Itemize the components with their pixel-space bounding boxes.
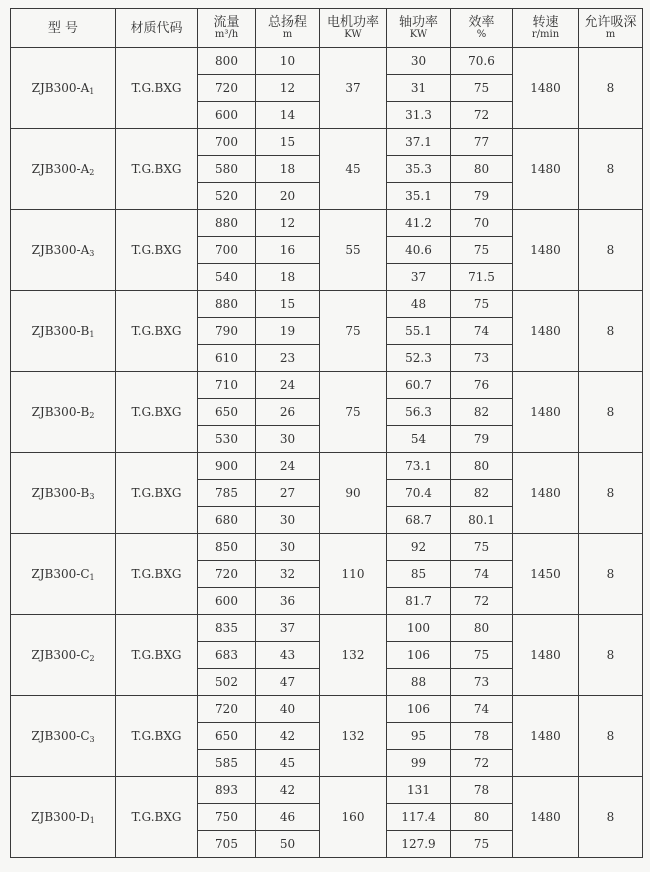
total-head-cell: 45: [256, 750, 320, 777]
pump-spec-sheet: [10, 8, 642, 858]
suction-depth-cell: 8: [579, 777, 643, 858]
model-name: ZJB300-D: [31, 809, 90, 824]
shaft-power-cell: 70.4: [387, 480, 451, 507]
motor-power-cell: 37: [320, 48, 387, 129]
model-cell: [11, 372, 116, 453]
speed-cell: 1480: [513, 48, 579, 129]
efficiency-cell: 72: [451, 750, 513, 777]
pump-spec-table: [10, 8, 643, 858]
shaft-power-cell: 52.3: [387, 345, 451, 372]
efficiency-cell: 72: [451, 588, 513, 615]
shaft-power-cell: 85: [387, 561, 451, 588]
flow-cell: 710: [198, 372, 256, 399]
efficiency-cell: 79: [451, 426, 513, 453]
flow-cell: 880: [198, 291, 256, 318]
total-head-cell: 43: [256, 642, 320, 669]
suction-depth-cell: 8: [579, 210, 643, 291]
suction-depth-cell: 8: [579, 615, 643, 696]
total-head-cell: 42: [256, 723, 320, 750]
model-cell: [11, 291, 116, 372]
model-cell: [11, 534, 116, 615]
model-name: ZJB300-C: [31, 566, 90, 581]
col-header-motor-power: [320, 9, 387, 48]
model-cell: [11, 615, 116, 696]
efficiency-cell: 75: [451, 534, 513, 561]
flow-cell: 880: [198, 210, 256, 237]
total-head-cell: 30: [256, 507, 320, 534]
efficiency-cell: 77: [451, 129, 513, 156]
header-label: 材质代码: [130, 20, 183, 36]
material-code-cell: T.G.BXG: [116, 291, 198, 372]
speed-cell: 1480: [513, 615, 579, 696]
col-header-model: [11, 9, 116, 48]
total-head-cell: 24: [256, 372, 320, 399]
efficiency-cell: 72: [451, 102, 513, 129]
model-subscript: 3: [89, 248, 95, 258]
material-code-cell: T.G.BXG: [116, 372, 198, 453]
speed-cell: 1480: [513, 129, 579, 210]
shaft-power-cell: 35.1: [387, 183, 451, 210]
material-code-cell: T.G.BXG: [116, 615, 198, 696]
motor-power-cell: 45: [320, 129, 387, 210]
motor-power-cell: 55: [320, 210, 387, 291]
flow-cell: 502: [198, 669, 256, 696]
suction-depth-cell: 8: [579, 48, 643, 129]
shaft-power-cell: 60.7: [387, 372, 451, 399]
speed-cell: 1450: [513, 534, 579, 615]
suction-depth-cell: 8: [579, 129, 643, 210]
efficiency-cell: 70.6: [451, 48, 513, 75]
model-subscript: 3: [89, 491, 95, 501]
header-label: 转速: [532, 15, 559, 30]
suction-depth-cell: 8: [579, 372, 643, 453]
total-head-cell: 27: [256, 480, 320, 507]
efficiency-cell: 75: [451, 642, 513, 669]
model-subscript: 3: [89, 734, 95, 744]
flow-cell: 705: [198, 831, 256, 858]
flow-cell: 600: [198, 588, 256, 615]
table-row: [11, 210, 643, 237]
efficiency-cell: 74: [451, 318, 513, 345]
shaft-power-cell: 99: [387, 750, 451, 777]
table-body: [11, 48, 643, 858]
header-unit: KW: [344, 29, 362, 40]
flow-cell: 800: [198, 48, 256, 75]
shaft-power-cell: 117.4: [387, 804, 451, 831]
flow-cell: 585: [198, 750, 256, 777]
shaft-power-cell: 30: [387, 48, 451, 75]
shaft-power-cell: 73.1: [387, 453, 451, 480]
table-row: [11, 615, 643, 642]
efficiency-cell: 75: [451, 291, 513, 318]
model-name: ZJB300-B: [31, 485, 90, 500]
flow-cell: 683: [198, 642, 256, 669]
shaft-power-cell: 37.1: [387, 129, 451, 156]
model-cell: [11, 696, 116, 777]
total-head-cell: 36: [256, 588, 320, 615]
suction-depth-cell: 8: [579, 453, 643, 534]
shaft-power-cell: 31.3: [387, 102, 451, 129]
header-unit: m³/h: [214, 29, 239, 40]
col-header-speed: [513, 9, 579, 48]
shaft-power-cell: 131: [387, 777, 451, 804]
header-label: 电机功率: [326, 15, 379, 30]
table-row: [11, 777, 643, 804]
model-cell: [11, 453, 116, 534]
efficiency-cell: 80: [451, 615, 513, 642]
model-subscript: 2: [89, 410, 95, 420]
shaft-power-cell: 41.2: [387, 210, 451, 237]
model-cell: [11, 129, 116, 210]
col-header-material-code: [116, 9, 198, 48]
shaft-power-cell: 81.7: [387, 588, 451, 615]
model-name: ZJB300-B: [31, 404, 90, 419]
material-code-cell: T.G.BXG: [116, 696, 198, 777]
total-head-cell: 40: [256, 696, 320, 723]
flow-cell: 750: [198, 804, 256, 831]
col-header-shaft-power: [387, 9, 451, 48]
material-code-cell: T.G.BXG: [116, 777, 198, 858]
speed-cell: 1480: [513, 777, 579, 858]
material-code-cell: T.G.BXG: [116, 210, 198, 291]
col-header-total-head: [256, 9, 320, 48]
col-header-flow: [198, 9, 256, 48]
model-name: ZJB300-A: [31, 242, 90, 257]
shaft-power-cell: 68.7: [387, 507, 451, 534]
header-label: 型 号: [47, 20, 79, 36]
material-code-cell: T.G.BXG: [116, 534, 198, 615]
motor-power-cell: 132: [320, 696, 387, 777]
table-row: [11, 372, 643, 399]
total-head-cell: 23: [256, 345, 320, 372]
model-subscript: 2: [89, 167, 95, 177]
header-label: 流量: [213, 15, 240, 30]
flow-cell: 580: [198, 156, 256, 183]
motor-power-cell: 132: [320, 615, 387, 696]
flow-cell: 650: [198, 723, 256, 750]
efficiency-cell: 74: [451, 696, 513, 723]
suction-depth-cell: 8: [579, 696, 643, 777]
model-subscript: 1: [89, 572, 95, 582]
shaft-power-cell: 88: [387, 669, 451, 696]
motor-power-cell: 75: [320, 372, 387, 453]
efficiency-cell: 80: [451, 156, 513, 183]
efficiency-cell: 82: [451, 399, 513, 426]
total-head-cell: 18: [256, 156, 320, 183]
shaft-power-cell: 55.1: [387, 318, 451, 345]
suction-depth-cell: 8: [579, 291, 643, 372]
total-head-cell: 30: [256, 534, 320, 561]
total-head-cell: 32: [256, 561, 320, 588]
flow-cell: 520: [198, 183, 256, 210]
model-subscript: 2: [89, 653, 95, 663]
flow-cell: 900: [198, 453, 256, 480]
header-label: 允许吸深: [584, 15, 637, 30]
speed-cell: 1480: [513, 696, 579, 777]
total-head-cell: 16: [256, 237, 320, 264]
table-row: [11, 696, 643, 723]
speed-cell: 1480: [513, 453, 579, 534]
shaft-power-cell: 100: [387, 615, 451, 642]
total-head-cell: 12: [256, 75, 320, 102]
shaft-power-cell: 37: [387, 264, 451, 291]
total-head-cell: 15: [256, 291, 320, 318]
total-head-cell: 46: [256, 804, 320, 831]
flow-cell: 720: [198, 561, 256, 588]
header-label: 效率: [468, 15, 495, 30]
motor-power-cell: 110: [320, 534, 387, 615]
total-head-cell: 50: [256, 831, 320, 858]
total-head-cell: 19: [256, 318, 320, 345]
flow-cell: 720: [198, 75, 256, 102]
flow-cell: 785: [198, 480, 256, 507]
total-head-cell: 18: [256, 264, 320, 291]
motor-power-cell: 160: [320, 777, 387, 858]
flow-cell: 700: [198, 237, 256, 264]
header-label: 轴功率: [398, 15, 438, 30]
col-header-efficiency: [451, 9, 513, 48]
header-unit: m: [282, 29, 293, 40]
model-name: ZJB300-C: [31, 647, 90, 662]
shaft-power-cell: 95: [387, 723, 451, 750]
efficiency-cell: 76: [451, 372, 513, 399]
model-subscript: 1: [89, 815, 95, 825]
total-head-cell: 20: [256, 183, 320, 210]
flow-cell: 790: [198, 318, 256, 345]
model-cell: [11, 48, 116, 129]
total-head-cell: 37: [256, 615, 320, 642]
efficiency-cell: 73: [451, 669, 513, 696]
header-unit: m: [605, 29, 616, 40]
flow-cell: 540: [198, 264, 256, 291]
motor-power-cell: 75: [320, 291, 387, 372]
efficiency-cell: 75: [451, 75, 513, 102]
header-unit: KW: [409, 29, 428, 40]
material-code-cell: T.G.BXG: [116, 129, 198, 210]
efficiency-cell: 75: [451, 237, 513, 264]
model-name: ZJB300-B: [31, 323, 90, 338]
header-label: 总扬程: [267, 15, 307, 30]
efficiency-cell: 78: [451, 777, 513, 804]
flow-cell: 720: [198, 696, 256, 723]
total-head-cell: 14: [256, 102, 320, 129]
flow-cell: 600: [198, 102, 256, 129]
shaft-power-cell: 127.9: [387, 831, 451, 858]
model-name: ZJB300-C: [31, 728, 90, 743]
total-head-cell: 15: [256, 129, 320, 156]
model-cell: [11, 777, 116, 858]
total-head-cell: 10: [256, 48, 320, 75]
header-unit: r/min: [531, 29, 560, 40]
efficiency-cell: 82: [451, 480, 513, 507]
total-head-cell: 24: [256, 453, 320, 480]
efficiency-cell: 70: [451, 210, 513, 237]
efficiency-cell: 80: [451, 804, 513, 831]
flow-cell: 700: [198, 129, 256, 156]
header-unit: %: [476, 29, 487, 40]
shaft-power-cell: 48: [387, 291, 451, 318]
speed-cell: 1480: [513, 372, 579, 453]
flow-cell: 610: [198, 345, 256, 372]
table-row: [11, 453, 643, 480]
shaft-power-cell: 106: [387, 696, 451, 723]
speed-cell: 1480: [513, 210, 579, 291]
header-row: [11, 9, 643, 48]
efficiency-cell: 78: [451, 723, 513, 750]
model-cell: [11, 210, 116, 291]
model-subscript: 1: [89, 86, 95, 96]
shaft-power-cell: 40.6: [387, 237, 451, 264]
flow-cell: 530: [198, 426, 256, 453]
table-row: [11, 129, 643, 156]
flow-cell: 650: [198, 399, 256, 426]
efficiency-cell: 80: [451, 453, 513, 480]
table-row: [11, 48, 643, 75]
total-head-cell: 26: [256, 399, 320, 426]
total-head-cell: 12: [256, 210, 320, 237]
shaft-power-cell: 31: [387, 75, 451, 102]
model-subscript: 1: [89, 329, 95, 339]
flow-cell: 835: [198, 615, 256, 642]
total-head-cell: 30: [256, 426, 320, 453]
model-name: ZJB300-A: [31, 80, 90, 95]
efficiency-cell: 80.1: [451, 507, 513, 534]
shaft-power-cell: 92: [387, 534, 451, 561]
total-head-cell: 47: [256, 669, 320, 696]
shaft-power-cell: 35.3: [387, 156, 451, 183]
table-row: [11, 534, 643, 561]
efficiency-cell: 79: [451, 183, 513, 210]
shaft-power-cell: 56.3: [387, 399, 451, 426]
speed-cell: 1480: [513, 291, 579, 372]
motor-power-cell: 90: [320, 453, 387, 534]
efficiency-cell: 74: [451, 561, 513, 588]
suction-depth-cell: 8: [579, 534, 643, 615]
efficiency-cell: 75: [451, 831, 513, 858]
model-name: ZJB300-A: [31, 161, 90, 176]
flow-cell: 850: [198, 534, 256, 561]
table-row: [11, 291, 643, 318]
shaft-power-cell: 54: [387, 426, 451, 453]
material-code-cell: T.G.BXG: [116, 48, 198, 129]
material-code-cell: T.G.BXG: [116, 453, 198, 534]
flow-cell: 680: [198, 507, 256, 534]
total-head-cell: 42: [256, 777, 320, 804]
shaft-power-cell: 106: [387, 642, 451, 669]
efficiency-cell: 71.5: [451, 264, 513, 291]
flow-cell: 893: [198, 777, 256, 804]
efficiency-cell: 73: [451, 345, 513, 372]
col-header-suction-depth: [579, 9, 643, 48]
